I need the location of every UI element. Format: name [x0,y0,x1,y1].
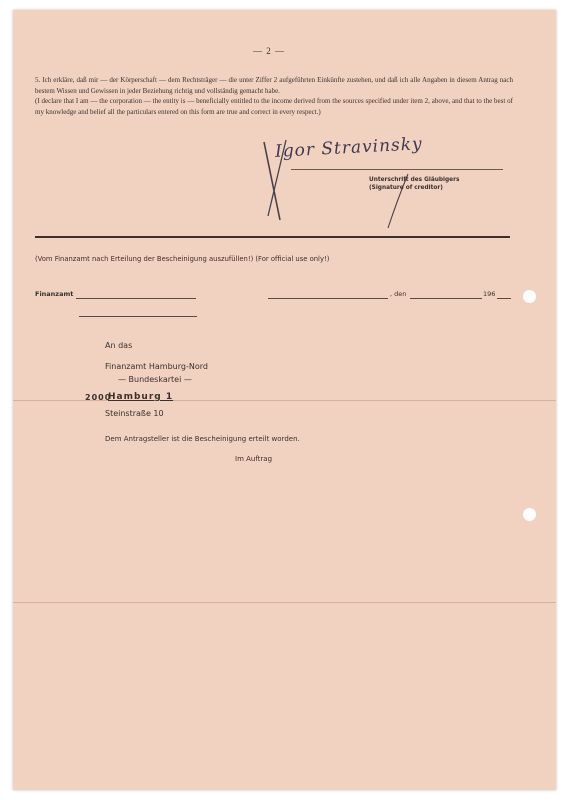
second-line-field[interactable] [79,316,197,317]
signature-caption [369,176,459,192]
finanzamt-field[interactable] [76,298,196,299]
official-use-note: (Vom Finanzamt nach Erteilung der Bescheinigung auszufüllen!) (For official use only!) [35,255,330,263]
address-city: Hamburg 1 [108,392,174,402]
address-postcode: 2000 [85,393,112,402]
certificate-note: Dem Antragsteller ist die Bescheinigung erteilt worden. [105,435,300,443]
date-field[interactable] [410,298,482,299]
address-to: An das [105,341,133,350]
signature-caption-en: (Signature of creditor) [369,185,443,191]
section-divider [35,236,510,238]
signature-line [291,169,503,170]
address-dept: — Bundeskartei — [118,375,192,384]
finanzamt-label: Finanzamt [35,290,74,298]
place-field[interactable] [268,298,388,299]
fold-line [13,602,556,603]
page-number: — 2 — [253,46,285,56]
address-street: Steinstraße 10 [105,409,164,418]
punch-hole [523,508,536,521]
year-prefix: 196 [483,290,496,298]
declaration-section [35,75,513,117]
address-office: Finanzamt Hamburg-Nord [105,362,208,371]
signature-caption-de: Unterschrift des Gläubigers [369,177,460,183]
punch-hole [523,290,536,303]
signature-handwriting: Igor Stravinsky [274,134,424,162]
date-den-label: , den [390,290,407,298]
year-field[interactable] [497,298,511,299]
declaration-german: 5. Ich erkläre, daß mir — der Körperschaft — dem Rechtsträger — die unter Ziffer 2 aufgeführten Einkünfte zustehen, und daß ich alle Angaben in diesem Antrag nach bestem Wissen und Gewissen in jeder Beziehung richtig und vollständig gemacht habe. [35,76,513,95]
form-page [13,10,556,790]
im-auftrag: Im Auftrag [235,455,273,463]
declaration-english: (I declare that I am — the corporation — the entity is — beneficially entitled to the income derived from the sources specified under item 2, above, and that to the best of my knowledge and belief all the particulars entered on this form are true and correct in every respect.) [35,97,513,116]
